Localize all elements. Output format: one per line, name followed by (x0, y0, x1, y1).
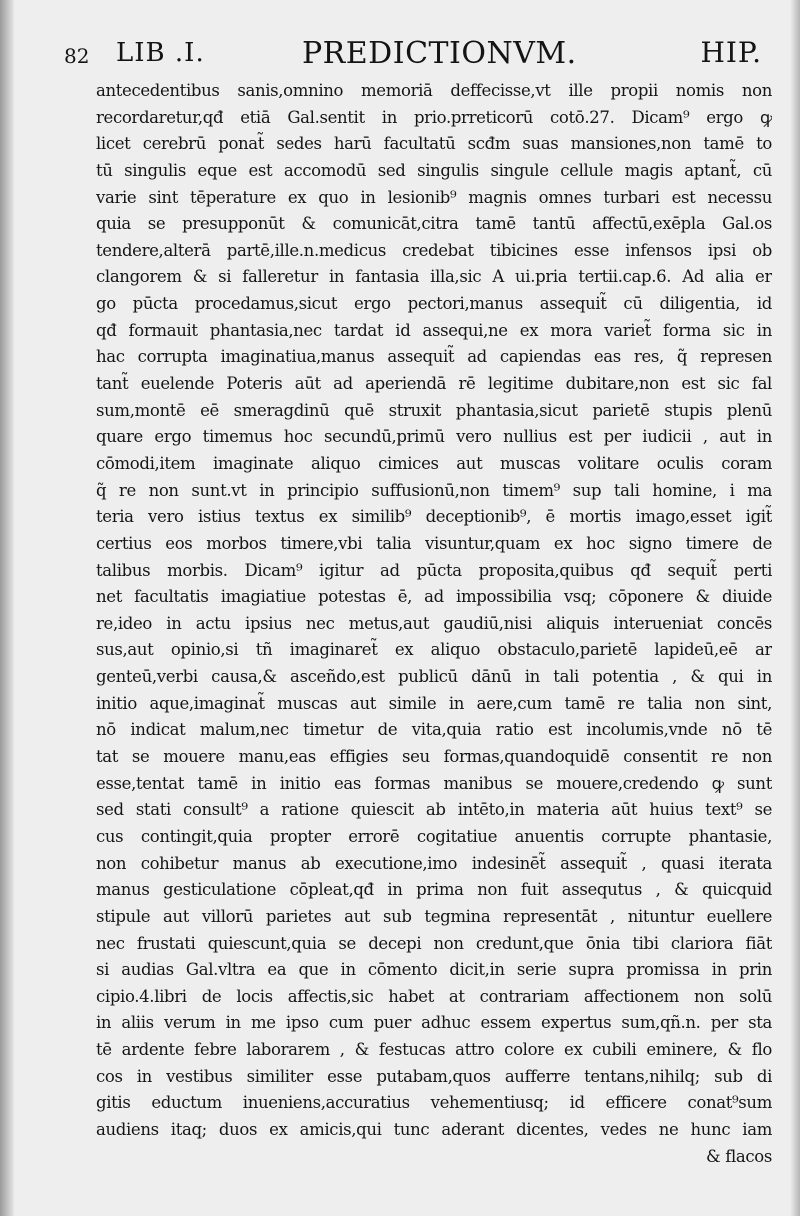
text-line: tant̃ euelende Poteris aūt ad aperiendā rē legitime dubitare,non est sic fal (96, 374, 772, 394)
text-line: esse,tentat tamē in initio eas formas manibus se mouere,credendo ꝙ sunt (96, 773, 772, 793)
text-line: nec frustati quiescunt,quia se decepi non credunt,que ōnia tibi clariora fiāt (96, 933, 772, 953)
text-line: certius eos morbos timere,vbi talia visuntur,quam ex hoc signo timere de (96, 533, 772, 553)
text-line: si audias Gal.vltra ea que in cōmento dicit,in serie supra promissa in prin (96, 960, 772, 980)
text-line: cipio.4.libri de locis affectis,sic habet at contrariam affectionem non solū (96, 986, 772, 1006)
text-line: tē ardente febre laborarem , & festucas attro colore ex cubili eminere, & flo (96, 1040, 772, 1060)
body-text (96, 78, 772, 1170)
text-line: recordaretur,qđ etiā Gal.sentit in prio.prreticorū cotō.27. Dicam⁹ ergo ꝙ (96, 107, 772, 127)
text-line: cos in vestibus similiter esse putabam,quos aufferre tentans,nihilq; sub di (96, 1066, 772, 1086)
author-label: HIP. (700, 36, 762, 69)
text-line: licet cerebrū ponat̃ sedes harū facultatū scđm suas mansiones,non tamē to (96, 134, 772, 154)
text-line: gitis eductum inueniens,accuratius vehementiusq; id efficere conat⁹sum (96, 1093, 772, 1113)
text-line: quare ergo timemus hoc secundū,primū vero nullius est per iudicii , aut in (96, 427, 772, 447)
text-line: qđ formauit phantasia,nec tardat id assequi,ne ex mora variet̃ forma sic in (96, 320, 772, 340)
text-line: tendere,alterā partē,ille.n.medicus credebat tibicines esse infensos ipsi ob (96, 240, 772, 260)
text-line: sed stati consult⁹ a ratione quiescit ab intēto,in materia aūt huius text⁹ se (96, 800, 772, 820)
text-line: sus,aut opinio,si tñ imaginaret̃ ex aliquo obstaculo,parietē lapideū,eē ar (96, 640, 772, 660)
page-edge-left (0, 0, 14, 1216)
text-line: genteū,verbi causa,& asceñdo,est publicū dānū in tali potentia , & qui in (96, 667, 772, 687)
text-line: hac corrupta imaginatiua,manus assequit̃ ad capiendas eas res, q̃ represen (96, 347, 772, 367)
text-line: nō indicat malum,nec timetur de vita,quia ratio est incolumis,vnde nō tē (96, 720, 772, 740)
text-line: tū singulis eque est accomodū sed singulis singule cellule magis aptant̃, cū (96, 160, 772, 180)
text-line: tat se mouere manu,eas effigies seu formas,quandoquidē consentit re non (96, 747, 772, 767)
text-line: initio aque,imaginat̃ muscas aut simile in aere,cum tamē re talia non sint, (96, 693, 772, 713)
text-line: re,ideo in actu ipsius nec metus,aut gaudiū,nisi aliquis interueniat concēs (96, 613, 772, 633)
text-line: stipule aut villorū parietes aut sub tegmina representāt , nituntur euellere (96, 906, 772, 926)
catchword: & flacos (706, 1146, 772, 1166)
running-title: PREDICTIONVM. (302, 36, 577, 71)
running-head (64, 34, 768, 74)
text-line: talibus morbis. Dicam⁹ igitur ad pūcta proposita,quibus qđ sequit̃ perti (96, 560, 772, 580)
text-line: q̃ re non sunt.vt in principio suffusionū,non timem⁹ sup tali homine, i ma (96, 480, 772, 500)
text-line: quia se presupponūt & comunicāt,citra tamē tantū affectū,exēpla Gal.os (96, 214, 772, 234)
folio-number: 82 (64, 44, 90, 68)
text-line: varie sint tēperature ex quo in lesionib⁹ magnis omnes turbari est necessu (96, 187, 772, 207)
text-line: non cohibetur manus ab executione,imo indesinēt̃ assequit̃ , quasi iterata (96, 853, 772, 873)
text-line: audiens itaq; duos ex amicis,qui tunc aderant dicentes, vedes ne hunc iam (96, 1119, 772, 1139)
book-label: LIB .I. (116, 38, 205, 68)
text-line: in aliis verum in me ipso cum puer adhuc essem expertus sum,qñ.n. per sta (96, 1013, 772, 1033)
text-line: net facultatis imagiatiue potestas ē, ad impossibilia vsq; cōponere & diuide (96, 587, 772, 607)
text-line: manus gesticulatione cōpleat,qđ in prima non fuit assequtus , & quicquid (96, 880, 772, 900)
text-line: cus contingit,quia propter errorē cogitatiue anuentis corrupte phantasie, (96, 826, 772, 846)
text-line: teria vero istius textus ex similib⁹ deceptionib⁹, ē mortis imago,esset igit̃ (96, 507, 772, 527)
text-line: antecedentibus sanis,omnino memoriā deffecisse,vt ille propii nomis non (96, 81, 772, 100)
text-line: sum,montē eē smeragdinū quē struxit phantasia,sicut parietē stupis plenū (96, 400, 772, 420)
page-edge-right (790, 0, 800, 1216)
text-line: cōmodi,item imaginate aliquo cimices aut muscas volitare oculis coram (96, 453, 772, 473)
text-line: go pūcta procedamus,sicut ergo pectori,manus assequit̃ cū diligentia, id (96, 294, 772, 314)
text-line: clangorem & si falleretur in fantasia illa,sic A ui.pria tertii.cap.6. Ad alia er (96, 267, 772, 287)
